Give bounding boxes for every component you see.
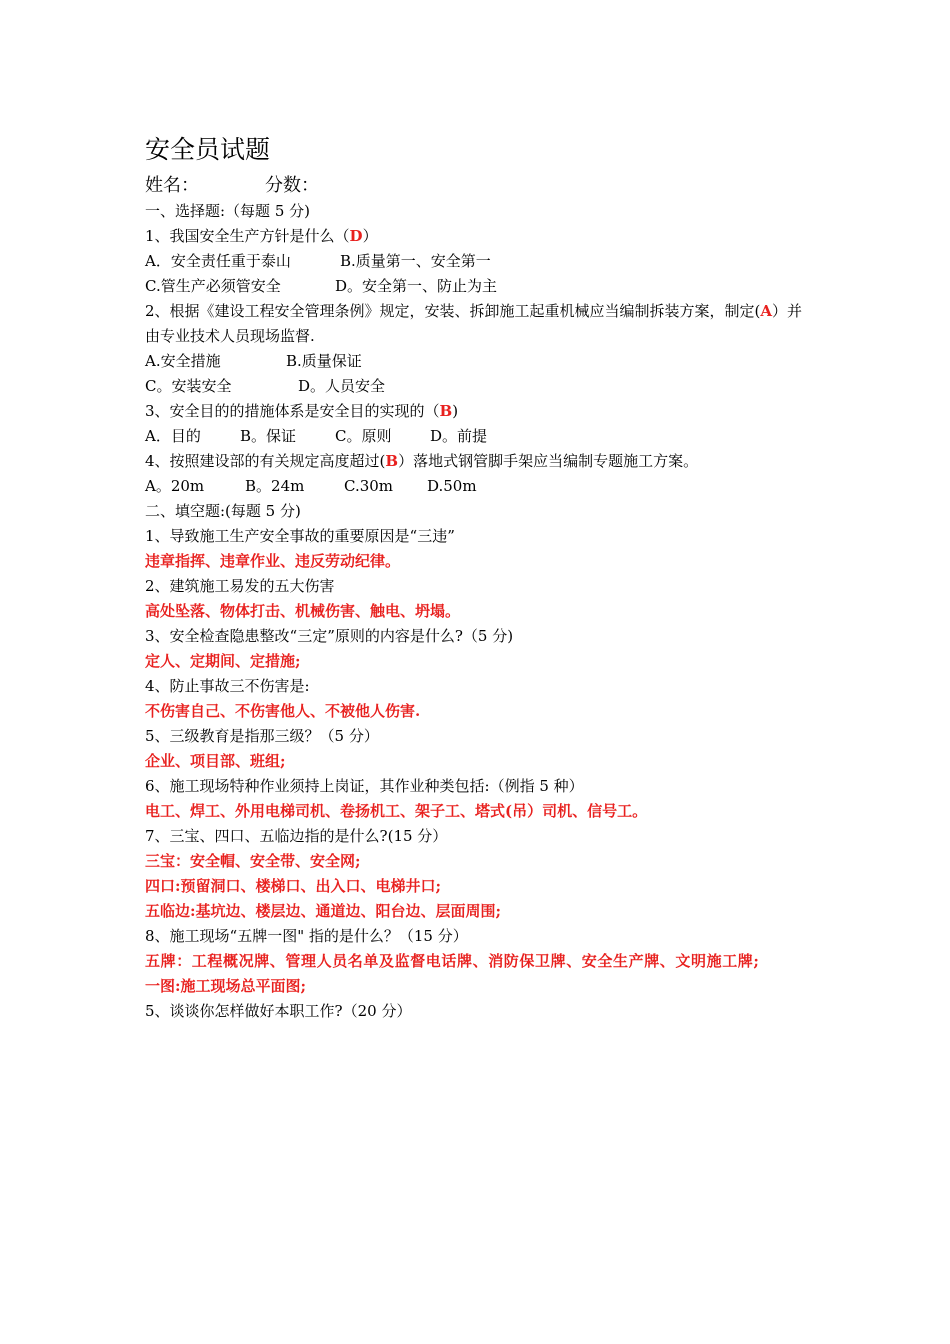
options-row: [145, 374, 810, 399]
option-b: B。保证: [240, 427, 297, 445]
option-a: A．安全责任重于泰山: [145, 252, 291, 270]
name-label: 姓名：: [145, 175, 199, 196]
option-d: D。前提: [430, 427, 488, 445]
fill-answer: 高处坠落、物体打击、机械伤害、触电、坍塌。: [145, 602, 461, 620]
option-a: A．目的: [145, 427, 201, 445]
fill-answer: 三宝：安全帽、安全带、安全网;: [145, 852, 361, 870]
option-c: C。原则: [335, 427, 392, 445]
options-row: [145, 349, 810, 374]
fill-answer: 四口:预留洞口、楼梯口、出入口、电梯井口;: [145, 877, 442, 895]
fill-answer: 五临边:基坑边、楼层边、通道边、阳台边、层面周围;: [145, 902, 502, 920]
fill-answer: 违章指挥、违章作业、违反劳动纪律。: [145, 552, 401, 570]
fill-question: 6、施工现场特种作业须持上岗证，其作业种类包括:（例指 5 种）: [145, 777, 584, 795]
option-b: B。24m: [245, 477, 305, 495]
answer-3: B: [439, 402, 453, 420]
question-2: 2、根据《建设工程安全管理条例》规定，安装、拆卸施工起重机械应当编制拆装方案，制定(A）并由专业技术人员现场监督.: [145, 302, 803, 345]
fill-question: 7、三宝、四口、五临边指的是什么?(15 分）: [145, 827, 448, 845]
answer-4: B: [385, 452, 399, 470]
option-a: A.安全措施: [145, 352, 221, 370]
fill-answer: 一图:施工现场总平面图;: [145, 977, 307, 995]
option-b: B.质量第一、安全第一: [340, 252, 491, 270]
fill-answer: 五牌：工程概况牌、管理人员名单及监督电话牌、消防保卫牌、安全生产牌、文明施工牌;: [145, 952, 760, 970]
fill-question: 8、施工现场“五牌一图" 指的是什么？（15 分）: [145, 927, 468, 945]
option-d: D.50m: [427, 477, 477, 495]
fill-question: 4、防止事故三不伤害是:: [145, 677, 310, 695]
question-1: 1、我国安全生产方针是什么（D）: [145, 227, 378, 245]
exam-page: [145, 133, 810, 1024]
options-row: [145, 249, 810, 274]
option-c: C.30m: [344, 477, 394, 495]
answer-1: D: [349, 227, 363, 245]
fill-answer: 定人、定期间、定措施;: [145, 652, 301, 670]
fill-answer: 不伤害自己、不伤害他人、不被他人伤害.: [145, 702, 421, 720]
fill-question: 2、建筑施工易发的五大伤害: [145, 577, 335, 595]
page-title: 安全员试题: [145, 135, 271, 164]
option-a: A。20m: [145, 477, 205, 495]
fill-answer: 企业、项目部、班组;: [145, 752, 286, 770]
essay-question: 5、谈谈你怎样做好本职工作?（20 分）: [145, 1002, 412, 1020]
fill-question: 3、安全检查隐患整改“三定”原则的内容是什么?（5 分): [145, 627, 514, 645]
score-label: 分数：: [265, 175, 319, 196]
option-c: C.管生产必须管安全: [145, 277, 281, 295]
name-score-row: [145, 173, 810, 199]
option-b: B.质量保证: [286, 352, 362, 370]
option-d: D。人员安全: [298, 377, 386, 395]
fill-answer: 电工、焊工、外用电梯司机、卷扬机工、架子工、塔式(吊）司机、信号工。: [145, 802, 648, 820]
answer-2: A: [760, 302, 773, 320]
options-row: [145, 424, 810, 449]
option-c: C。安装安全: [145, 377, 232, 395]
fill-question: 1、导致施工生产安全事故的重要原因是“三违”: [145, 527, 455, 545]
question-3: 3、安全目的的措施体系是安全目的实现的（B): [145, 402, 459, 420]
option-d: D。安全第一、防止为主: [335, 277, 498, 295]
fill-question: 5、三级教育是指那三级？（5 分）: [145, 727, 379, 745]
section1-heading: 一、选择题:（每题 5 分): [145, 202, 310, 220]
options-row: [145, 474, 810, 499]
question-4: 4、按照建设部的有关规定高度超过(B）落地式钢管脚手架应当编制专题施工方案。: [145, 452, 699, 470]
section2-heading: 二、填空题:(每题 5 分): [145, 502, 301, 520]
options-row: [145, 274, 810, 299]
